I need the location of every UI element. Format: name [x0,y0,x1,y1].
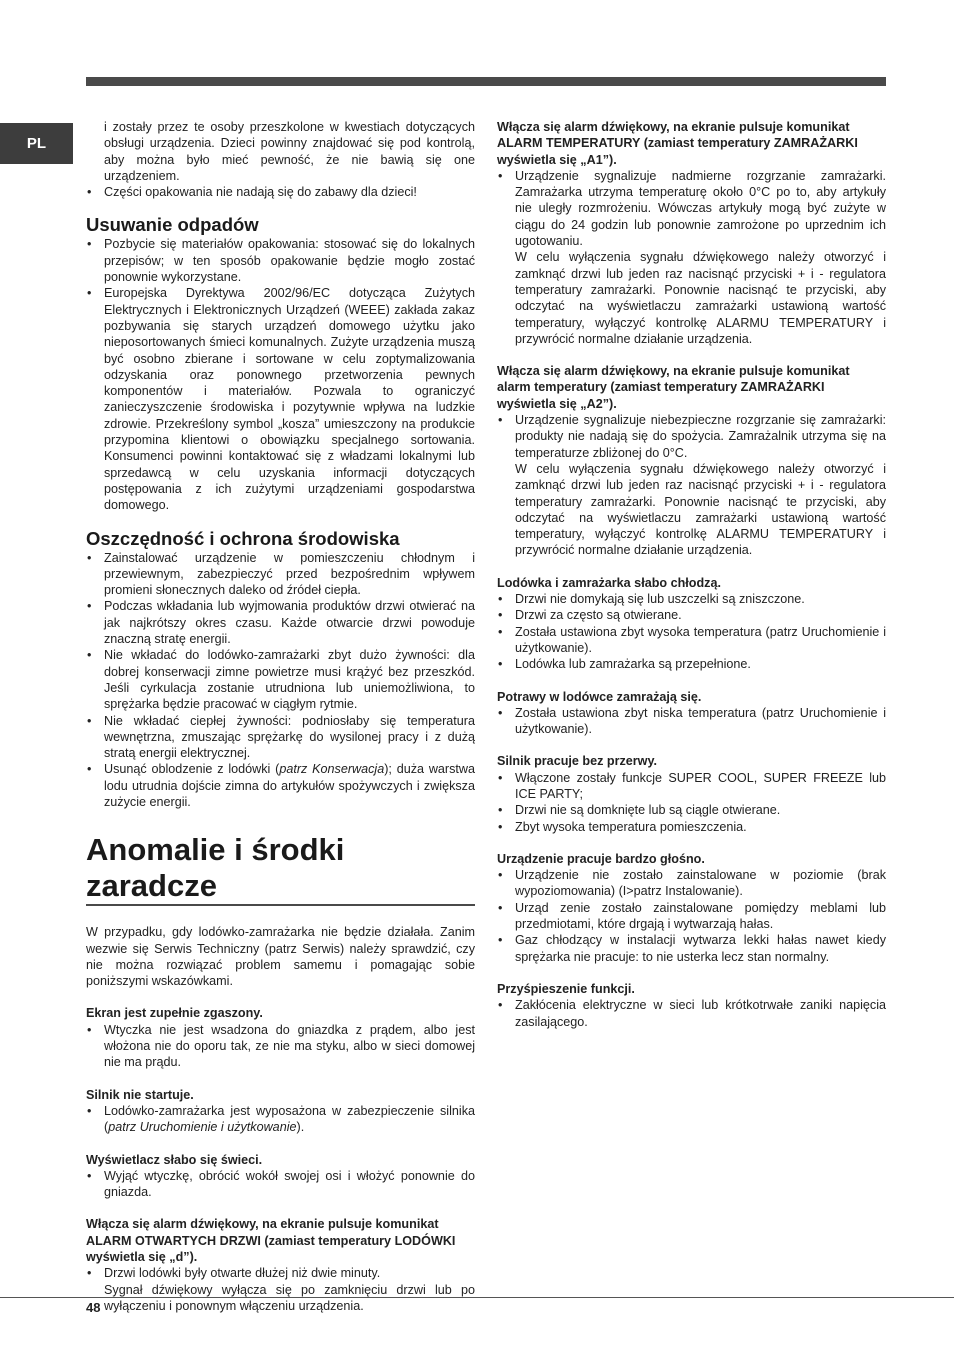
problem-title: Włącza się alarm dźwiękowy, na ekranie pulsuje komunikat alarm temperatury (zamiast temperatury ZAMRAŻARKI wyświetla się „A2”). [497,364,850,411]
list-item: • Części opakowania nie nadają się do zabawy dla dzieci! [86,184,475,200]
list-item: • Została ustawiona zbyt niska temperatura (patrz Uruchomienie i użytkowanie). [497,705,886,738]
list-item: • Drzwi nie są domknięte lub są ciągle otwierane. [497,802,886,818]
problem-title: Urządzenie pracuje bardzo głośno. [497,851,705,866]
problem-list [86,1168,475,1201]
problem-list [497,705,886,738]
list-item: • Urządzenie sygnalizuje nadmierne rozgrzanie zamrażarki. Zamrażarka utrzyma temperaturę około 0°C po to, aby artykuły nie uległy rozmrożeniu. Wówczas artykuły mogą być zużyte w ciągu do 24 godzin lub ponownie zamrożone po uprzednim ich ugotowaniu. [497,168,886,249]
problem-title: Ekran jest zupełnie zgaszony. [86,1006,263,1021]
problem-list [497,770,886,835]
cross-reference: patrz Konserwacja [279,762,385,777]
waste-list [86,236,475,513]
right-column [497,119,886,1030]
problem-list [86,1022,475,1071]
text-run: ). [296,1120,305,1135]
list-item: • Europejska Dyrektywa 2002/96/EC dotycząca Zużytych Elektrycznych i Elektronicznych Urządzeń (WEEE) zakłada zakaz pozbywania się starych urządzeń domowego użytku jako nieposortowanych śmieci komunalnych. Zużyte urządzenia muszą być osobno zbierane i sortowane w celu zoptymalizowania odzyskania oraz ponownego przetworzenia pewnych komponentów i materiałów. Pozwala to ograniczyć zanieczyszczenie środowiska i pozytywnie wpływa na ludzkie zdrowie. Przekreślony symbol „kosza” umieszczony na produkcie przypomina klientowi o obowiązku specjalnego sortowania. Konsumenci powinni kontaktować się z władzami lokalnymi lub sprzedawcą w celu uzyskania informacji dotyczących postępowania z ich zużytymi urządzeniami gospodarstwa domowego. [86,285,475,513]
page-title: Anomalie i środki zaradcze [86,832,475,906]
problem-title: Silnik pracuje bez przerwy. [497,754,658,769]
footer-rule [0,1297,954,1298]
list-item: • Podczas wkładania lub wyjmowania produktów drzwi otwierać na jak najkrótszy okres czasu. Każde otwarcie drzwi powoduje znaczną stratę energii. [86,598,475,647]
list-item-continuation: W celu wyłączenia sygnału dźwiękowego należy otworzyć i zamknąć drzwi lub jeden raz nacisnąć przyciski + i - regulatora temperatury zamrażarki. Ponownie nacisnąć te przyciski, aby odczytać na wyświetlaczu zamrażarki ustawioną wartość temperatury, wyłączyć kontrolkę ALARMU TEMPERATURY i przywrócić normalne działanie urządzenia. [515,250,886,346]
text-run: Usunąć oblodzenie z lodówki ( [104,762,280,777]
list-item: • Wtyczka nie jest wsadzona do gniazdka z prądem, albo jest włożona nie do oporu tak, ze nie ma styku, albo w sieci domowej nie ma prądu. [86,1022,475,1071]
list-item: • Urząd zenie zostało zainstalowane pomiędzy meblami lub przedmiotami, które drgają i wytwarzają hałas. [497,900,886,933]
list-item: • Urządzenie nie zostało zainstalowane w poziomie (brak wypoziomowania) (I>patrz Instalowanie). [497,867,886,900]
list-item [86,1103,475,1136]
list-item: • Została ustawiona zbyt wysoka temperatura (patrz Uruchomienie i użytkowanie). [497,624,886,657]
list-item: • Zakłócenia elektryczne w sieci lub krótkotrwałe zaniki napięcia zasilającego. [497,997,886,1030]
problem-title: Silnik nie startuje. [86,1087,194,1102]
list-item: • Drzwi nie domykają się lub uszczelki są zniszczone. [497,591,886,607]
list-item-continuation: W celu wyłączenia sygnału dźwiękowego należy otworzyć i zamknąć drzwi lub jeden raz nacisnąć przyciski + i - regulatora temperatury zamrażarki. Ponownie nacisnąć te przyciski, aby odczytać na wyświetlaczu zamrażarki ustawioną wartość temperatury, wyłączyć kontrolkę ALARMU TEMPERATURY i przywrócić normalne działanie urządzenia. [515,461,886,558]
problem-list [497,591,886,672]
list-item: • Nie wkładać do lodówko-zamrażarki zbyt dużo żywności: dla dobrej konserwacji zimne powietrze musi krążyć bez przeszkód. Jeśli cyrkulacja zostanie utrudniona lub uniemożliwiona, to sprężarka będzie pracować w ciągłym rytmie. [86,647,475,712]
cross-reference: patrz Uruchomienie i użytkowanie [108,1120,297,1135]
problem-list [497,412,886,559]
page-number: 48 [86,1300,101,1315]
problem-title: Potrawy w lodówce zamrażają się. [497,689,702,704]
list-item-continuation: Sygnał dźwiękowy wyłącza się po zamknięciu drzwi lub po wyłączeniu i ponownym włączeniu urządzenia. [104,1282,475,1313]
list-item: • Gaz chłodzący w instalacji wytwarza lekki hałas nawet kiedy sprężarka nie pracuje: to nie usterka lecz stan normalny. [497,932,886,965]
list-item: • Zbyt wysoka temperatura pomieszczenia. [497,819,886,835]
list-item: • Urządzenie sygnalizuje niebezpieczne rozgrzanie się zamrażarki: produkty nie nadają się do spożycia. Zamrażalnik utrzyma się na temperaturze zbliżonej do 0°C. [497,412,886,461]
list-item: • Pozbycie się materiałów opakowania: stosować się do lokalnych przepisów; w ten sposób opakowanie będzie mogło zostać ponownie wykorzystane. [86,236,475,285]
left-column [86,119,475,1314]
problem-list [86,1265,475,1314]
list-item: • Lodówka lub zamrażarka są przepełnione. [497,656,886,672]
list-item: • Zainstalować urządzenie w pomieszczeniu chłodnym i przewiewnym, zabezpieczyć przed bezpośrednim wpływem promieni słonecznych daleko od źródeł ciepła. [86,550,475,599]
problem-title: Wyświetlacz słabo się świeci. [86,1152,263,1167]
list-item: • Włączone zostały funkcje SUPER COOL, SUPER FREEZE lub ICE PARTY; [497,770,886,803]
language-tab: PL [0,123,73,164]
anomaly-intro: W przypadku, gdy lodówko-zamrażarka nie będzie działała. Zanim wezwie się Serwis Techniczny (patrz Serwis) należy sprawdzić, czy nie można rozwiązać problem samemu i pomagając sobie poniższymi wskazówkami. [86,925,475,989]
problem-list [497,168,886,347]
top-rule [86,77,886,86]
list-item: • Nie wkładać ciepłej żywności: podniosłaby się temperatura wewnętrzna, zmuszając sprężarkę do wysilonej pracy i z dużą stratą energii elektrycznej. [86,713,475,762]
problem-title: Przyśpieszenie funkcji. [497,981,635,996]
list-item: • Drzwi lodówki były otwarte dłużej niż dwie minuty. [86,1265,475,1281]
problem-list [497,997,886,1030]
section-title-eco: Oszczędność i ochrona środowiska [86,527,400,549]
eco-list [86,550,475,811]
text-run: ); duża warstwa lodu utrudnia dojście zimna do artykułów spożywczych i zwiększa zużycie energii. [104,762,476,809]
problem-title: Włącza się alarm dźwiękowy, na ekranie pulsuje komunikat ALARM TEMPERATURY (zamiast temperatury ZAMRAŻARKI wyświetla się „A1”). [497,120,858,167]
problem-list [497,867,886,965]
problem-list [86,1103,475,1136]
problem-title: Lodówka i zamrażarka słabo chłodzą. [497,575,721,590]
list-item: • Wyjąć wtyczkę, obrócić wokół swojej osi i włożyć ponownie do gniazda. [86,1168,475,1201]
list-item [86,761,475,810]
section-title-waste: Usuwanie odpadów [86,214,259,236]
list-item: • Drzwi za często są otwierane. [497,607,886,623]
list-item: i zostały przez te osoby przeszkolone w kwestiach dotyczących obsługi urządzenia. Dzieci powinny znajdować się pod kontrolą, aby można było mieć pewność, że nie bawią się one urządzeniem. [104,120,475,183]
problem-title: Włącza się alarm dźwiękowy, na ekranie pulsuje komunikat ALARM OTWARTYCH DRZWI (zamiast temperatury LODÓWKI wyświetla się „d”). [86,1217,456,1265]
intro-list [86,119,475,200]
text-run: Lodówko-zamrażarka jest wyposażona w zabezpieczenie silnika ( [104,1103,475,1135]
